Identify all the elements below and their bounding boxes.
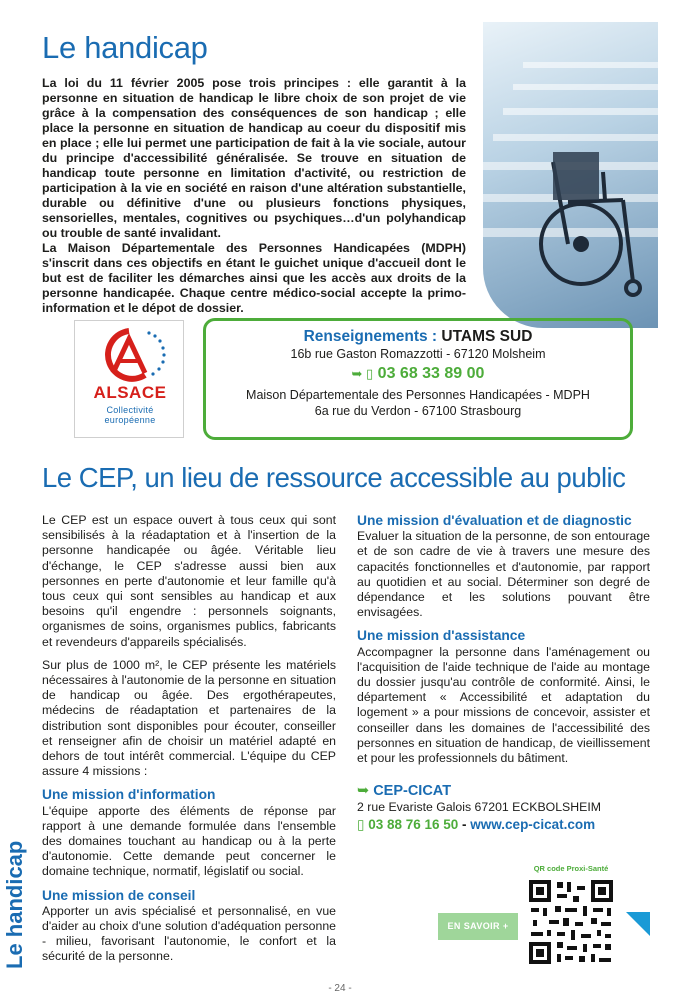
mission-evaluation-title: Une mission d'évaluation et de diagnostic — [357, 513, 632, 528]
cep-paragraph: Le CEP est un espace ouvert à tous ceux qui sont sensibilisés à la réadaptation et à l'insertion de la personne handicapée ou âgée. Véritable lieu d'échange, le CEP s'adresse aussi bien aux personnes en perte d'autonomie et leur famille qu'à tous ceux qui sont sensibles au handicap et aux besoins qu'il engendre : personnels soignants, organismes de soins, organismes publics, fabricants et revendeurs d'appareils spécialisés. — [42, 513, 336, 649]
info-box-org: UTAMS SUD — [441, 328, 533, 345]
contact-info-box — [203, 318, 633, 440]
cep-contact-address: 2 rue Evariste Galois 67201 ECKBOLSHEIM — [357, 800, 601, 814]
alsace-emblem-icon — [85, 327, 175, 385]
info-box-mdph-name: Maison Départementale des Personnes Handicapées - MDPH — [246, 388, 590, 402]
info-box-phone-line — [206, 365, 630, 383]
info-box-mdph-address: 6a rue du Verdon - 67100 Strasbourg — [314, 404, 522, 418]
info-box-title — [206, 328, 630, 346]
qr-code-icon[interactable] — [527, 878, 615, 966]
alsace-logo — [74, 320, 184, 438]
cep-contact-title — [357, 783, 650, 799]
info-box-phone[interactable]: 03 68 33 89 00 — [377, 365, 485, 382]
info-box-address: 16b rue Gaston Romazzotti - 67120 Molsheim — [290, 347, 546, 361]
en-savoir-plus-button[interactable]: EN SAVOIR + — [438, 913, 518, 940]
page-number: - 24 - — [328, 983, 352, 994]
page-title: Le handicap — [42, 30, 208, 65]
cep-contact-block — [357, 783, 650, 833]
right-column — [357, 513, 650, 774]
logo-subtitle: européenne — [104, 415, 156, 425]
side-section-label: Le handicap — [2, 840, 27, 969]
cep-paragraph: Sur plus de 1000 m², le CEP présente les matériels nécessaires à l'autonomie de la personne en situation de handicap ou âgée. Des ergothérapeutes, médecins de réadaptation et partenaires de la distribution sont disponibles pour écouter, conseiller et renseigner afin de choisir un matériel adapté en dehors de tout intérêt commercial. L'équipe du CEP assure 4 missions : — [42, 657, 336, 779]
mission-conseil-title: Une mission de conseil — [42, 887, 196, 903]
cep-contact-website[interactable]: www.cep-cicat.com — [470, 817, 596, 832]
mission-information-text: L'équipe apporte des éléments de réponse par rapport à une demande formulée dans l'ensemble des domaines touchant au handicap ou à la perte d'autonomie. Cette demande peut concerner le domaine technique, normatif, législatif ou social. — [42, 803, 336, 879]
separator: - — [458, 817, 471, 832]
mission-conseil-text: Apporter un avis spécialisé et personnalisé, en vue d'aider au choix d'une solution d'adéquation personne - milieu, favorisant l'autonomie, le confort et la sécurité de la personne. — [42, 903, 336, 964]
intro-paragraph: La loi du 11 février 2005 pose trois principes : elle garantit à la personne en situation de handicap le libre choix de son projet de vie grâce à la compensation des conséquences de son handicap ; elle place la personne en situation de handicap au coeur du dispositif mis en place ; elle lui permet une participation de fait à la vie sociale, autour du principe d'accessibilité généralisée. Se trouve en situation de handicap toute personne en limitation d'activité, ou restriction de participation à la vie en société en raison d'une altération substantielle, durable ou définitive d'une ou plusieurs fonctions physiques, sensorielles, mentales, cognitives ou psychiques…d'un polyhandicap ou trouble de santé invalidant. — [42, 76, 466, 240]
mission-assistance-title: Une mission d'assistance — [357, 628, 526, 644]
cep-contact-name: CEP-CICAT — [373, 783, 452, 799]
cep-heading: Le CEP, un lieu de ressource accessible au public — [42, 462, 626, 493]
intro-text — [42, 76, 466, 316]
phone-icon: ➥ ▯ — [351, 366, 374, 381]
intro-paragraph: La Maison Départementale des Personnes Handicapées (MDPH) s'inscrit dans ces objectifs en étant le guichet unique d'accueil dont le but est de faciliter les démarches ainsi que les accès aux droits de la personne handicapée. Chaque centre médico-social accepte la primo-information et le dépot de dossier. — [42, 241, 466, 315]
logo-name: ALSACE — [93, 383, 167, 402]
left-column — [42, 513, 336, 973]
qr-code-label: QR code Proxi-Santé — [533, 864, 609, 873]
wheelchair-stairs-photo — [483, 22, 658, 328]
phone-icon: ▯ — [357, 817, 365, 832]
mission-evaluation-text: Evaluer la situation de la personne, de son entourage et de son cadre de vie à travers une mesure des capacités fonctionnelles et d'autonomie, par rapport au quotidien et au social. Déterminer son degré de dépendance et les solutions pouvant être envisagées. — [357, 529, 650, 620]
corner-triangle-icon — [626, 912, 650, 936]
cep-contact-phone[interactable]: 03 88 76 16 50 — [368, 817, 459, 832]
logo-subtitle: Collectivité — [106, 405, 154, 415]
mission-information-title: Une mission d'information — [42, 787, 216, 803]
arrow-icon: ➥ — [357, 783, 370, 799]
mission-assistance-text: Accompagner la personne dans l'aménagement ou l'acquisition de l'aide technique de l'aide au montage du dossier jusqu'au contrôle de conformité. Ainsi, le département « Accessibilité et adaptation du logement » a pour missions de concevoir, assister et conseiller dans les domaines de l'accessibilité des personnes en situation de handicap, de vieillissement et pour les professionnels du bâtiment. — [357, 644, 650, 766]
cep-contact-line — [357, 817, 650, 833]
info-box-label: Renseignements : — [303, 328, 438, 345]
